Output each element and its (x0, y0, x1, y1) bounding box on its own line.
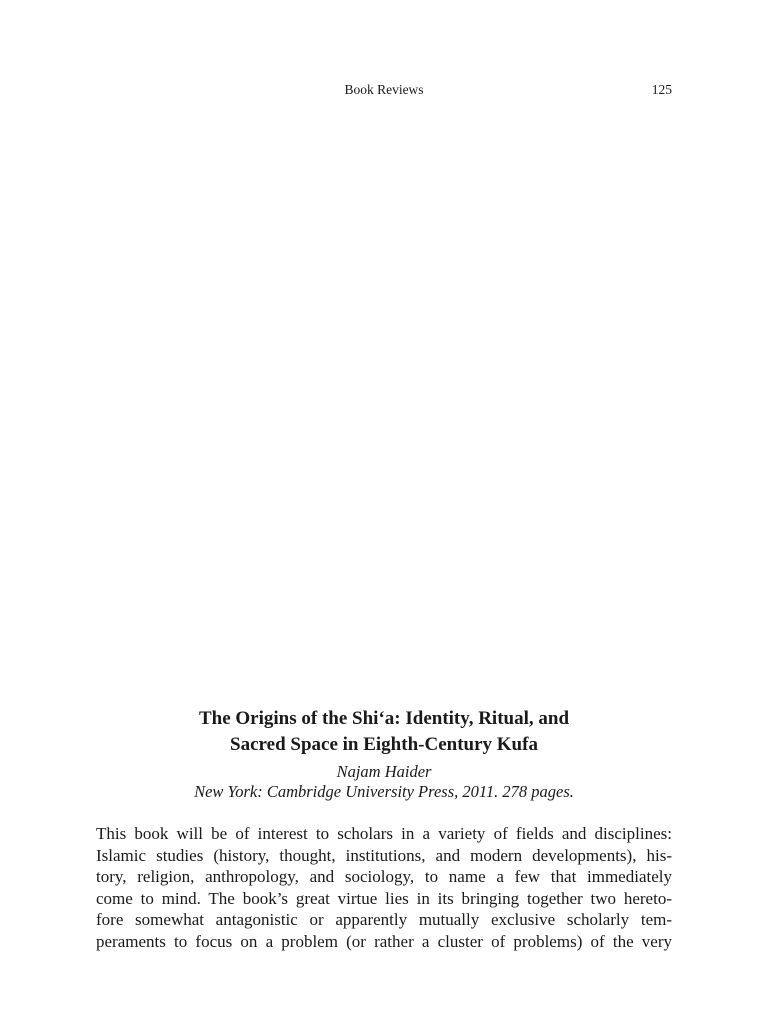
review-title (96, 706, 672, 758)
review-header (96, 706, 672, 802)
body-line: peraments to focus on a problem (or rather a cluster of problems) of the very (96, 931, 672, 951)
body-line: This book will be of interest to scholars in a variety of fields and disciplines: (96, 824, 672, 843)
body-line: come to mind. The book’s great virtue lies in its bringing together two hereto- (96, 888, 672, 908)
review-title-line-2: Sacred Space in Eighth-Century Kufa (230, 734, 538, 755)
body-line: tory, religion, anthropology, and sociology, to name a few that immediately (96, 867, 672, 886)
review-title-line-1: The Origins of the Shi‘a: Identity, Ritual, and (198, 708, 570, 729)
page-number: 125 (651, 82, 672, 97)
review-body (96, 823, 672, 952)
running-head (96, 82, 672, 100)
review-author: Najam Haider (336, 762, 432, 781)
running-head-section: Book Reviews (344, 82, 424, 97)
body-line: fore somewhat antagonistic or apparently mutually exclusive scholarly tem- (96, 910, 672, 929)
review-publication: New York: Cambridge University Press, 2011. 278 pages. (194, 782, 574, 801)
body-line: Islamic studies (history, thought, institutions, and modern developments), his- (96, 845, 672, 865)
